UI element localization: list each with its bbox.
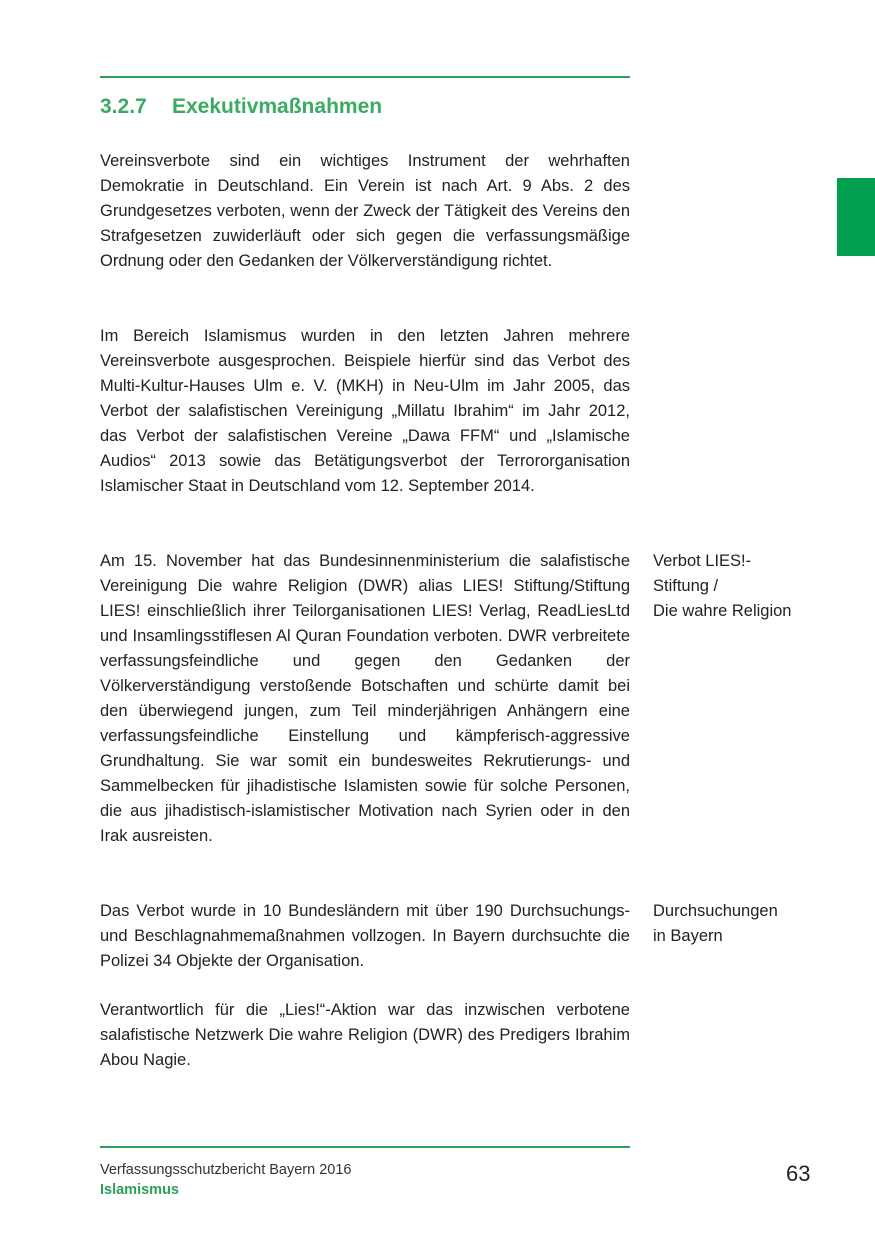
page-number: 63	[786, 1161, 811, 1186]
margin-note-line: in Bayern	[653, 927, 723, 945]
footer-rule	[100, 1146, 630, 1148]
margin-note-line: Durchsuchungen	[653, 902, 778, 920]
margin-note-line: Verbot LIES!-	[653, 552, 752, 570]
chapter-marker-tab	[837, 178, 875, 256]
paragraph-lies-aktion: Verantwortlich für die „Lies!“-Aktion war das inzwischen verbotene salafistische Netzwerk Die wahre Religion (DWR) des Predigers Ibrahim Abou Nagie.	[100, 1001, 630, 1069]
margin-note-durchsuchungen	[653, 899, 853, 949]
paragraph-durchsuchungen: Das Verbot wurde in 10 Bundesländern mit über 190 Durchsuchungs- und Beschlagnahmemaßnahmen vollzogen. In Bayern durchsuchte die Polizei 34 Objekte der Organisation.	[100, 902, 630, 970]
top-rule	[100, 76, 630, 78]
paragraph-dwr-verbot: Am 15. November hat das Bundesinnenministerium die salafistische Vereinigung Die wahre Religion (DWR) alias LIES! Stiftung/Stiftung LIES! einschließlich ihrer Teilorganisationen LIES! Verlag, ReadLiesLtd und Insamlingsstiflesen Al Quran Foundation verboten. DWR verbreitete verfassungsfeindliche und gegen den Gedanken der Völkerverständigung verstoßende Botschaften und schürte damit bei den überwiegend jungen, zum Teil minderjährigen Anhängern eine verfassungsfeindliche Einstellung und kämpferisch-aggressive Grundhaltung. Sie war somit ein bundesweites Rekrutierungs- und Sammelbecken für jihadistische Islamisten sowie für solche Personen, die aus jihadistisch-islamistischer Motivation nach Syrien oder in den Irak ausreisten.	[100, 552, 630, 845]
margin-note-line: Stiftung /	[653, 577, 719, 595]
paragraph-bereich-islamismus: Im Bereich Islamismus wurden in den letzten Jahren mehrere Vereinsverbote ausgesprochen. Beispiele hierfür sind das Verbot des Multi-Kultur-Hauses Ulm e. V. (MKH) in Neu-Ulm im Jahr 2005, das Verbot der salafistischen Vereinigung „Millatu Ibrahim“ im Jahr 2012, das Verbot der salafistischen Vereine „Dawa FFM“ und „Islamische Audios“ 2013 sowie das Betätigungsverbot der Terrororganisation Islamischer Staat in Deutschland vom 12. September 2014.	[100, 327, 630, 495]
footer-section-name: Islamismus	[100, 1182, 179, 1198]
margin-note-verbot-lies	[653, 549, 853, 624]
section-heading	[100, 95, 382, 119]
paragraph-vereinsverbote: Vereinsverbote sind ein wichtiges Instrument der wehrhaften Demokratie in Deutschland. Ein Verein ist nach Art. 9 Abs. 2 des Grundgesetzes verboten, wenn der Zweck der Tätigkeit des Vereins den Strafgesetzen zuwiderläuft oder sich gegen die verfassungsmäßige Ordnung oder den Gedanken der Völkerverständigung richtet.	[100, 152, 630, 270]
section-number: 3.2.7	[100, 95, 147, 118]
section-title: Exekutivmaßnahmen	[172, 95, 383, 118]
footer-report-title: Verfassungsschutzbericht Bayern 2016	[100, 1162, 352, 1178]
margin-note-line: Die wahre Religion	[653, 602, 792, 620]
